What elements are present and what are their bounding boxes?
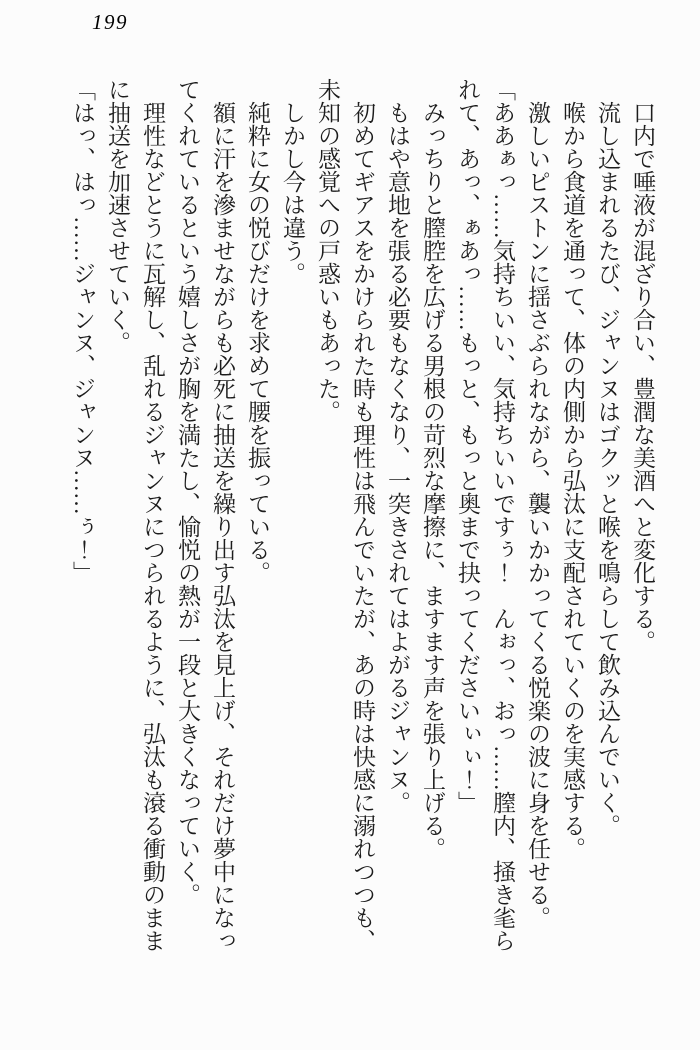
paragraph: 喉から食道を通って、体の内側から弘汰に支配されていくのを実感する。 bbox=[560, 101, 585, 860]
paragraph: 理性などとうに瓦解し、乱れるジャンヌにつられるように、弘汰も滾る衝動のままに抽送を加速させていく。 bbox=[105, 78, 165, 952]
paragraph: みっちりと膣腔を広げる男根の苛烈な摩擦に、ますます声を張り上げる。 bbox=[420, 101, 445, 860]
paragraph: 初めてギアスをかけられた時も理性は飛んでいたが、あの時は快感に溺れつつも、未知の感覚への戸惑いもあった。 bbox=[315, 78, 375, 952]
paragraph: 「はっ、はっ……ジャンヌ、ジャンヌ……ぅ！」 bbox=[70, 78, 95, 584]
paragraph: 額に汗を滲ませながらも必死に抽送を繰り出す弘汰を見上げ、それだけ夢中になってくれているという嬉しさが胸を満たし、愉悦の熱が一段と大きくなっていく。 bbox=[175, 78, 235, 952]
paragraph: もはや意地を張る必要もなくなり、一突きされてはよがるジャンヌ。 bbox=[385, 101, 410, 814]
paragraph: 純粋に女の悦びだけを求めて腰を振っている。 bbox=[245, 101, 270, 584]
paragraph: 流し込まれるたび、ジャンヌはゴクッと喉を鳴らして飲み込んでいく。 bbox=[595, 101, 620, 837]
page-number: 199 bbox=[92, 10, 128, 34]
paragraph: 激しいピストンに揺さぶられながら、襲いかかってくる悦楽の波に身を任せる。 bbox=[525, 101, 550, 929]
paragraph: 口内で唾液が混ざり合い、豊潤な美酒へと変化する。 bbox=[630, 101, 655, 653]
paragraph: しかし今は違う。 bbox=[280, 101, 305, 285]
paragraph: 「ああぁっ……気持ちいい、気持ちいいですぅ！ んぉっ、おっ……膣内、掻き毟られて、あっ、ぁあっ……もっと、もっと奥まで抉ってくださいぃぃ！」 bbox=[455, 78, 515, 952]
page-text bbox=[60, 78, 660, 964]
